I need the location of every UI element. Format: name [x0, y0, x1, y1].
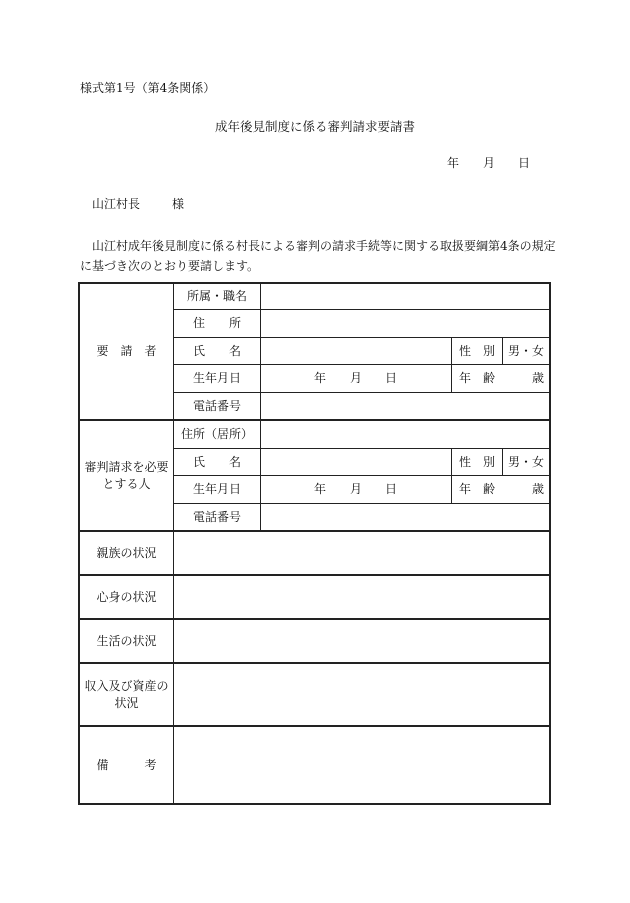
body-text-line-2: に基づき次のとおり要請します。 — [80, 259, 260, 273]
subject-heading: 審判請求を必要とする人 — [84, 460, 169, 491]
remarks-label: 備 考 — [96, 757, 157, 772]
relatives-status-field[interactable] — [175, 532, 549, 574]
requester-name-label: 氏 名 — [192, 343, 241, 358]
subject-sex-options[interactable]: 男・女 — [507, 454, 544, 469]
relatives-status-label: 親族の状況 — [96, 545, 157, 560]
living-status-label: 生活の状況 — [96, 633, 157, 648]
income-assets-label: 収入及び資産の状況 — [84, 679, 169, 710]
requester-name-field[interactable] — [261, 338, 451, 364]
requester-address-field[interactable] — [261, 310, 549, 337]
requester-age-label: 年 齢 — [458, 371, 495, 386]
requester-address-label: 住 所 — [192, 316, 241, 331]
requester-phone-label: 電話番号 — [192, 398, 241, 413]
subject-name-field[interactable] — [261, 449, 451, 475]
form-number: 様式第1号（第4条関係） — [80, 81, 216, 95]
affiliation-field[interactable] — [261, 284, 549, 309]
document-title: 成年後見制度に係る審判請求要請書 — [214, 119, 415, 134]
requester-birth-month: 月 — [349, 371, 362, 386]
requester-phone-field[interactable] — [261, 393, 549, 419]
requester-birthdate-label: 生年月日 — [192, 371, 241, 386]
requester-birth-year: 年 — [313, 371, 326, 386]
affiliation-label: 所属・職名 — [186, 289, 247, 304]
subject-birth-year: 年 — [313, 482, 326, 497]
requester-heading: 要 請 者 — [96, 344, 157, 359]
subject-birth-month: 月 — [349, 482, 362, 497]
subject-birthdate-label: 生年月日 — [192, 482, 241, 497]
subject-sex-label: 性 別 — [458, 454, 495, 469]
mental-physical-status-label: 心身の状況 — [96, 589, 157, 604]
subject-address-field[interactable] — [261, 421, 549, 448]
remarks-field[interactable] — [175, 727, 549, 803]
subject-address-label: 住所（居所） — [180, 427, 253, 442]
mental-physical-status-field[interactable] — [175, 576, 549, 618]
subject-age-unit: 歳 — [531, 482, 544, 497]
requester-sex-label: 性 別 — [458, 343, 495, 358]
date-month-label: 月 — [483, 156, 496, 170]
addressee-name: 山江村長 — [92, 197, 141, 211]
subject-phone-field[interactable] — [261, 504, 549, 530]
date-year-label: 年 — [447, 156, 460, 170]
requester-sex-options[interactable]: 男・女 — [507, 343, 544, 358]
subject-phone-label: 電話番号 — [192, 509, 241, 524]
income-assets-field[interactable] — [175, 664, 549, 725]
subject-name-label: 氏 名 — [192, 454, 241, 469]
subject-birth-day: 日 — [384, 482, 397, 497]
requester-age-unit: 歳 — [531, 371, 544, 386]
requester-birth-day: 日 — [384, 371, 397, 386]
subject-age-label: 年 齢 — [458, 482, 495, 497]
living-status-field[interactable] — [175, 620, 549, 662]
date-day-label: 日 — [518, 156, 531, 170]
addressee-suffix: 様 — [172, 197, 185, 211]
body-text-line-1: 山江村成年後見制度に係る村長による審判の請求手続等に関する取扱要綱第4条の規定 — [92, 239, 556, 253]
